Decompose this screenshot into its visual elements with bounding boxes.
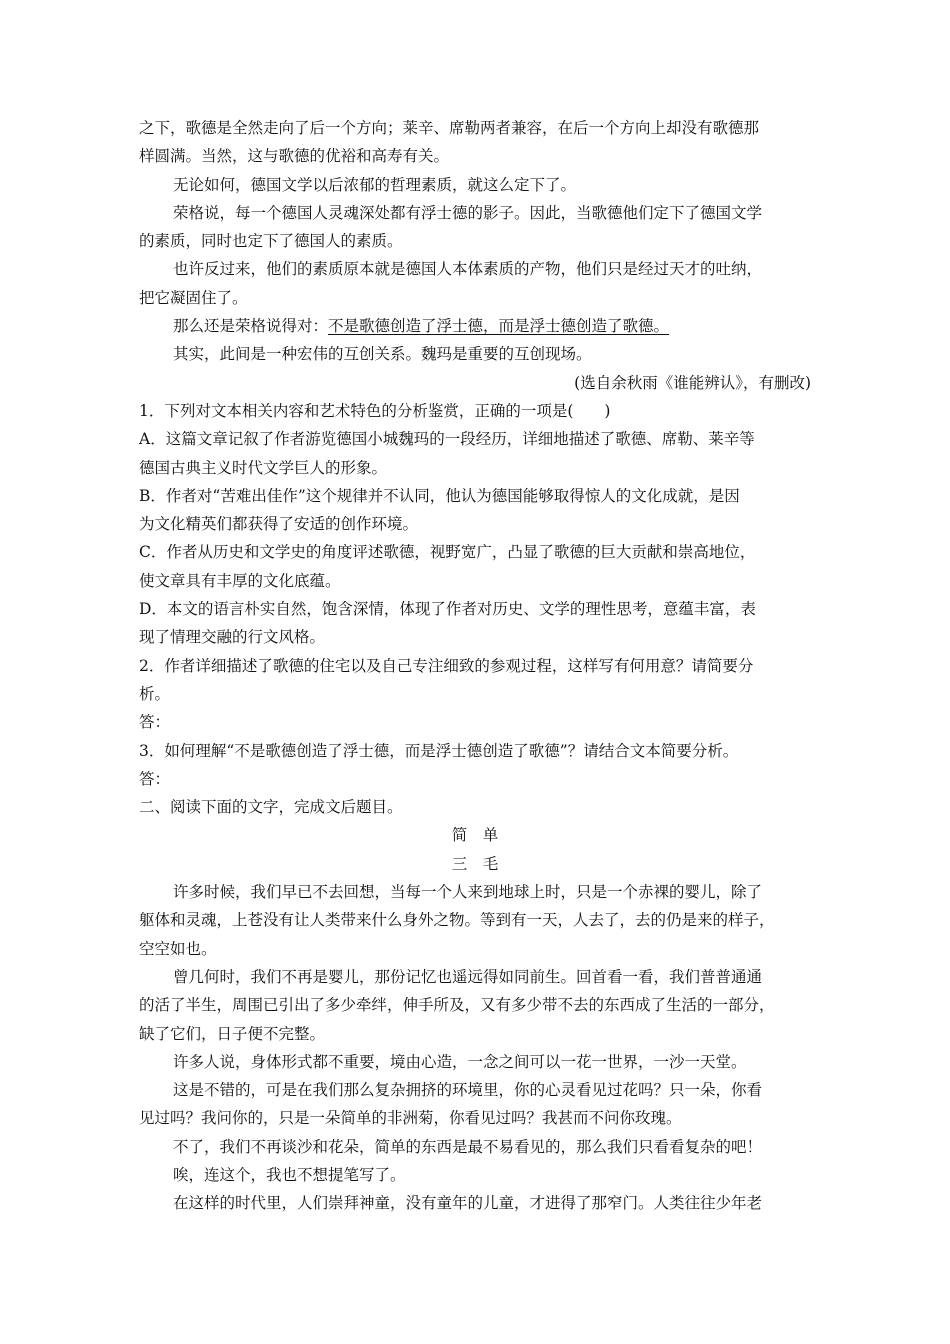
option-a-cont: 德国古典主义时代文学巨人的形象。 <box>139 458 388 477</box>
body-text-line: 这是不错的，可是在我们那么复杂拥挤的环境里，你的心灵看见过花吗？只一朵，你看 <box>173 1081 763 1100</box>
answer-label: 答： <box>139 769 171 788</box>
option-b-cont: 为文化精英们都获得了安适的创作环境。 <box>139 515 419 534</box>
body-paragraph: 唉，连这个，我也不想提笔写了。 <box>173 1165 406 1184</box>
option-d-cont: 现了情理交融的行文风格。 <box>139 628 326 647</box>
option-c-cont: 使文章具有丰厚的文化底蕴。 <box>139 571 341 590</box>
body-text-line: 也许反过来，他们的素质原本就是德国人本体素质的产物，他们只是经过天才的吐纳， <box>173 260 763 279</box>
body-text-line: 缺了它们，日子便不完整。 <box>139 1024 326 1043</box>
question-3: 3．如何理解“不是歌德创造了浮士德，而是浮士德创造了歌德”？请结合文本简要分析。 <box>139 741 739 760</box>
option-c: C．作者从历史和文学史的角度评述歌德，视野宽广，凸显了歌德的巨大贡献和崇高地位， <box>139 543 756 562</box>
body-paragraph: 其实，此间是一种宏伟的互创关系。魏玛是重要的互创现场。 <box>173 345 592 364</box>
body-text-line: 空空如也。 <box>139 939 217 958</box>
body-text-line: 把它凝固住了。 <box>139 288 248 307</box>
body-paragraph: 在这样的时代里，人们崇拜神童，没有童年的儿童，才进得了那窄门。人类往往少年老 <box>173 1194 763 1213</box>
body-text-line: 之下，歌德是全然走向了后一个方向；莱辛、席勒两者兼容，在后一个方向上却没有歌德那 <box>139 119 760 137</box>
quote-prefix: 那么还是荣格说得对： <box>173 317 329 336</box>
section-heading: 二、阅读下面的文字，完成文后题目。 <box>139 798 403 817</box>
question-2-cont: 析。 <box>139 684 171 703</box>
body-text-line: 躯体和灵魂，上苍没有让人类带来什么身外之物。等到有一天，人去了，去的仍是来的样子， <box>139 911 775 930</box>
body-text-line: 的活了半生，周围已引出了多少牵绊，伸手所及，又有多少带不去的东西成了生活的一部分， <box>139 996 775 1015</box>
body-paragraph: 许多人说，身体形式都不重要，境由心造，一念之间可以一花一世界，一沙一天堂。 <box>173 1052 747 1071</box>
underlined-quote: 不是歌德创造了浮士德，而是浮士德创造了歌德。 <box>328 317 670 336</box>
option-a: A．这篇文章记叙了作者游览德国小城魏玛的一段经历，详细地描述了歌德、席勒、莱辛等 <box>139 430 755 449</box>
body-text-line: 许多时候，我们早已不去回想，当每一个人来到地球上时，只是一个赤裸的婴儿，除了 <box>173 883 763 902</box>
essay-title: 简 单 <box>451 826 499 845</box>
question-1: 1．下列对文本相关内容和艺术特色的分析鉴赏，正确的一项是( ) <box>139 401 611 420</box>
option-b: B．作者对“苦难出佳作”这个规律并不认同，他认为德国能够取得惊人的文化成就，是因 <box>139 486 740 505</box>
document-page <box>139 114 811 1218</box>
option-d: D．本文的语言朴实自然，饱含深情，体现了作者对历史、文学的理性思考，意蕴丰富，表 <box>139 600 756 619</box>
source-citation: (选自余秋雨《谁能辨认》，有删改) <box>574 373 811 392</box>
body-text-line: 曾几何时，我们不再是婴儿，那份记忆也遥远得如同前生。回首看一看，我们普普通通 <box>173 967 763 986</box>
body-text-line: 见过吗？我问你的，只是一朵简单的非洲菊，你看见过吗？我甚而不问你玫瑰。 <box>139 1109 682 1128</box>
body-paragraph-quote <box>139 312 811 340</box>
body-text-line: 的素质，同时也定下了德国人的素质。 <box>139 232 403 251</box>
answer-label: 答： <box>139 713 171 732</box>
body-text-line: 样圆满。当然，这与歌德的优裕和高寿有关。 <box>139 147 450 166</box>
essay-author: 三 毛 <box>451 854 499 873</box>
body-paragraph: 不了，我们不再谈沙和花朵，简单的东西是最不易看见的，那么我们只看看复杂的吧！ <box>173 1137 763 1156</box>
question-2: 2．作者详细描述了歌德的住宅以及自己专注细致的参观过程，这样写有何用意？请简要分 <box>139 656 754 675</box>
body-text-line: 荣格说，每一个德国人灵魂深处都有浮士德的影子。因此，当歌德他们定下了德国文学 <box>173 203 763 222</box>
body-paragraph: 无论如何，德国文学以后浓郁的哲理素质，就这么定下了。 <box>173 175 577 194</box>
